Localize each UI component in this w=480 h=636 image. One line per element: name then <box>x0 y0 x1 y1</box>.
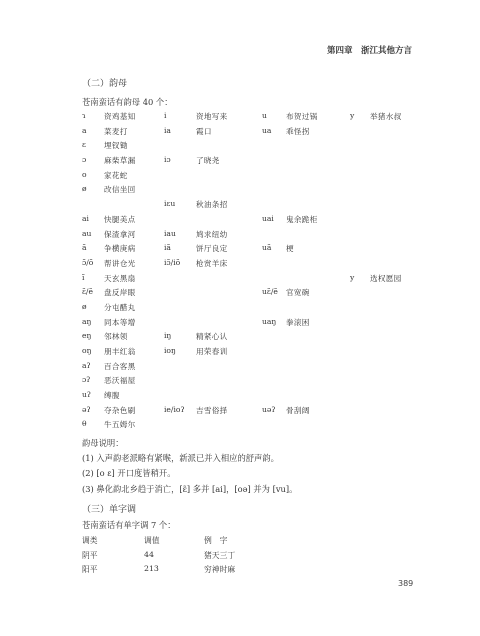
rhyme-ipa: oŋ <box>82 346 92 355</box>
tones-section-title: （三）单字调 <box>82 505 137 515</box>
rhyme-examples: 保渣拿河 <box>104 229 136 239</box>
rhyme-ipa: ia <box>164 125 171 135</box>
rhyme-row <box>82 258 442 273</box>
rhymes-section-title: （二）韵母 <box>82 79 128 89</box>
rhyme-ipa: aʔ <box>82 360 91 370</box>
rhyme-examples: 用荣春训 <box>196 347 228 356</box>
rhyme-ipa: u <box>262 111 267 120</box>
rhymes-table <box>82 111 442 434</box>
rhyme-ipa: ɔʔ <box>82 375 91 385</box>
rhyme-examples: 争横庚病 <box>104 244 136 254</box>
rhyme-examples: 盘反岸眼 <box>104 288 136 298</box>
rhyme-examples: 家花蛇 <box>104 170 128 180</box>
rhyme-examples: 缚腹 <box>104 391 120 401</box>
rhyme-examples: 资地写来 <box>196 112 228 121</box>
tone-value: 213 <box>144 564 159 574</box>
note-item: (2) [o ɛ] 开口度皆稍开。 <box>82 468 176 478</box>
tone-value: 44 <box>144 549 154 559</box>
rhyme-ipa: uã <box>262 243 272 253</box>
tones-table <box>82 535 342 579</box>
rhyme-row <box>82 405 442 420</box>
rhyme-ipa: uaŋ <box>262 316 277 326</box>
rhyme-row <box>82 302 442 317</box>
rhymes-intro: 苍南蛮话有韵母 40 个： <box>82 97 173 107</box>
rhyme-row <box>82 199 442 214</box>
rhyme-row <box>82 111 442 126</box>
tones-header-row <box>82 535 342 550</box>
rhyme-ipa: ua <box>262 125 272 135</box>
rhyme-row <box>82 155 442 170</box>
rhyme-ipa: iau <box>164 228 176 238</box>
rhyme-examples: 梗 <box>286 244 294 254</box>
rhyme-examples: 百合客黑 <box>104 361 136 371</box>
page-number: 389 <box>398 579 414 588</box>
rhyme-row <box>82 346 442 361</box>
rhyme-examples: 菜麦打 <box>104 126 128 136</box>
rhyme-ipa: əʔ <box>82 404 91 414</box>
rhyme-row <box>82 243 442 258</box>
rhyme-ipa: ã <box>82 243 87 253</box>
rhyme-row <box>82 317 442 332</box>
rhyme-examples: 精紧心认 <box>196 332 228 342</box>
rhyme-examples: 牛五姆尔 <box>104 420 136 430</box>
rhyme-examples: 秋油条招 <box>196 200 228 210</box>
rhyme-row <box>82 229 442 244</box>
tones-intro: 苍南蛮话有单字调 7 个： <box>82 520 176 530</box>
rhyme-ipa: ie/ioʔ <box>164 404 185 414</box>
rhyme-examples: 恶沃福屋 <box>104 376 136 386</box>
rhyme-examples: 邻林领 <box>104 332 128 342</box>
tones-header-cell: 调类 <box>82 536 98 545</box>
rhyme-ipa: iɛu <box>164 199 176 209</box>
rhyme-row <box>82 375 442 390</box>
rhyme-examples: 麻柴草漏 <box>104 156 136 166</box>
rhyme-ipa: ɛ̃/ẽ <box>82 287 93 297</box>
rhyme-examples: 枪赏羊床 <box>196 258 228 268</box>
rhyme-ipa: au <box>82 228 92 238</box>
rhyme-examples: 举猪水叔 <box>370 112 402 121</box>
rhyme-row <box>82 184 442 199</box>
rhyme-examples: 骨刮阔 <box>286 405 310 415</box>
rhyme-ipa: θ <box>82 419 87 429</box>
rhyme-ipa: ɔ̃/õ <box>82 257 94 267</box>
rhyme-row <box>82 390 442 405</box>
rhyme-ipa: ɔ <box>82 155 87 165</box>
rhyme-ipa: y <box>350 111 355 120</box>
rhyme-ipa: iɔ̃/iõ <box>164 257 181 267</box>
chapter-header: 第四章 浙江其他方言 <box>326 46 412 56</box>
rhyme-examples: 鸠求纽幼 <box>196 229 228 239</box>
tones-header-cell: 调值 <box>144 536 160 545</box>
rhyme-examples: 夺杂色刷 <box>104 405 136 415</box>
rhyme-examples: 霞口 <box>196 126 212 136</box>
note-item: (1) 入声韵老派略有紧喉，新派已并入相应的舒声韵。 <box>82 453 279 463</box>
rhyme-ipa: ɿ <box>82 111 86 120</box>
tone-row <box>82 564 342 579</box>
tone-category: 阳平 <box>82 565 98 575</box>
tones-header-cell: 例 字 <box>204 536 228 545</box>
rhyme-examples: 朋丰红翁 <box>104 347 136 356</box>
rhyme-examples: 帮讲仓光 <box>104 258 136 268</box>
rhyme-examples: 资鸡基知 <box>104 112 136 121</box>
rhyme-examples: 拳滚困 <box>286 317 310 327</box>
rhyme-ipa: ai <box>82 213 89 223</box>
rhyme-ipa: uai <box>262 213 274 223</box>
rhyme-ipa: ø <box>82 184 87 194</box>
rhyme-ipa: uɛ̃/ẽ <box>262 287 278 297</box>
rhyme-examples: 乖怪拐 <box>286 126 310 136</box>
rhyme-examples: 选权愿园 <box>370 273 402 283</box>
rhyme-examples: 布贺过锅 <box>286 112 318 121</box>
rhyme-examples: 快腿美点 <box>104 214 136 224</box>
rhyme-row <box>82 361 442 376</box>
rhyme-ipa: iã <box>164 243 171 253</box>
rhyme-ipa: o <box>82 169 87 179</box>
rhyme-examples: 天玄黑扇 <box>104 273 136 283</box>
rhyme-examples: 了晓尧 <box>196 156 220 166</box>
rhyme-ipa: iŋ <box>164 331 172 341</box>
rhyme-row <box>82 214 442 229</box>
rhyme-ipa: aŋ <box>82 316 92 326</box>
rhyme-ipa: eŋ <box>82 331 92 341</box>
rhyme-ipa: y <box>350 272 355 282</box>
rhyme-row <box>82 140 442 155</box>
tone-category: 阴平 <box>82 550 98 560</box>
rhyme-examples: 改信坐回 <box>104 185 136 195</box>
rhyme-examples: 鬼余跪柜 <box>286 214 318 224</box>
rhyme-row <box>82 126 442 141</box>
rhyme-ipa: ɛ <box>82 140 86 150</box>
rhyme-ipa: ioŋ <box>164 346 176 355</box>
rhyme-ipa: a <box>82 125 87 135</box>
rhyme-row <box>82 419 442 434</box>
rhyme-examples: 埋钗锄 <box>104 141 128 151</box>
rhyme-examples: 饼厅良定 <box>196 244 228 254</box>
rhyme-examples: 官宽碗 <box>286 288 310 298</box>
tone-examples: 猪天三丁 <box>204 550 236 560</box>
note-item: (3) 鼻化韵北乡趋于消亡，[ɛ̃] 多并 [ai]，[oə] 并为 [vu]。 <box>82 484 298 494</box>
rhyme-row <box>82 273 442 288</box>
notes-title: 韵母说明： <box>82 438 124 448</box>
rhyme-ipa: uəʔ <box>262 404 276 414</box>
rhyme-row <box>82 170 442 185</box>
tone-examples: 穷神时麻 <box>204 565 236 575</box>
rhyme-ipa: uʔ <box>82 390 91 400</box>
rhyme-ipa: i <box>164 111 167 120</box>
rhyme-ipa: iɔ <box>164 155 171 165</box>
rhyme-row <box>82 287 442 302</box>
rhyme-examples: 同本等增 <box>104 317 136 327</box>
rhyme-examples: 吉雪俗择 <box>196 405 228 415</box>
rhyme-ipa: ø <box>82 301 87 311</box>
rhyme-row <box>82 331 442 346</box>
rhyme-ipa: ĩ <box>82 272 85 282</box>
tone-row <box>82 550 342 565</box>
rhyme-examples: 分屯醋丸 <box>104 302 136 312</box>
